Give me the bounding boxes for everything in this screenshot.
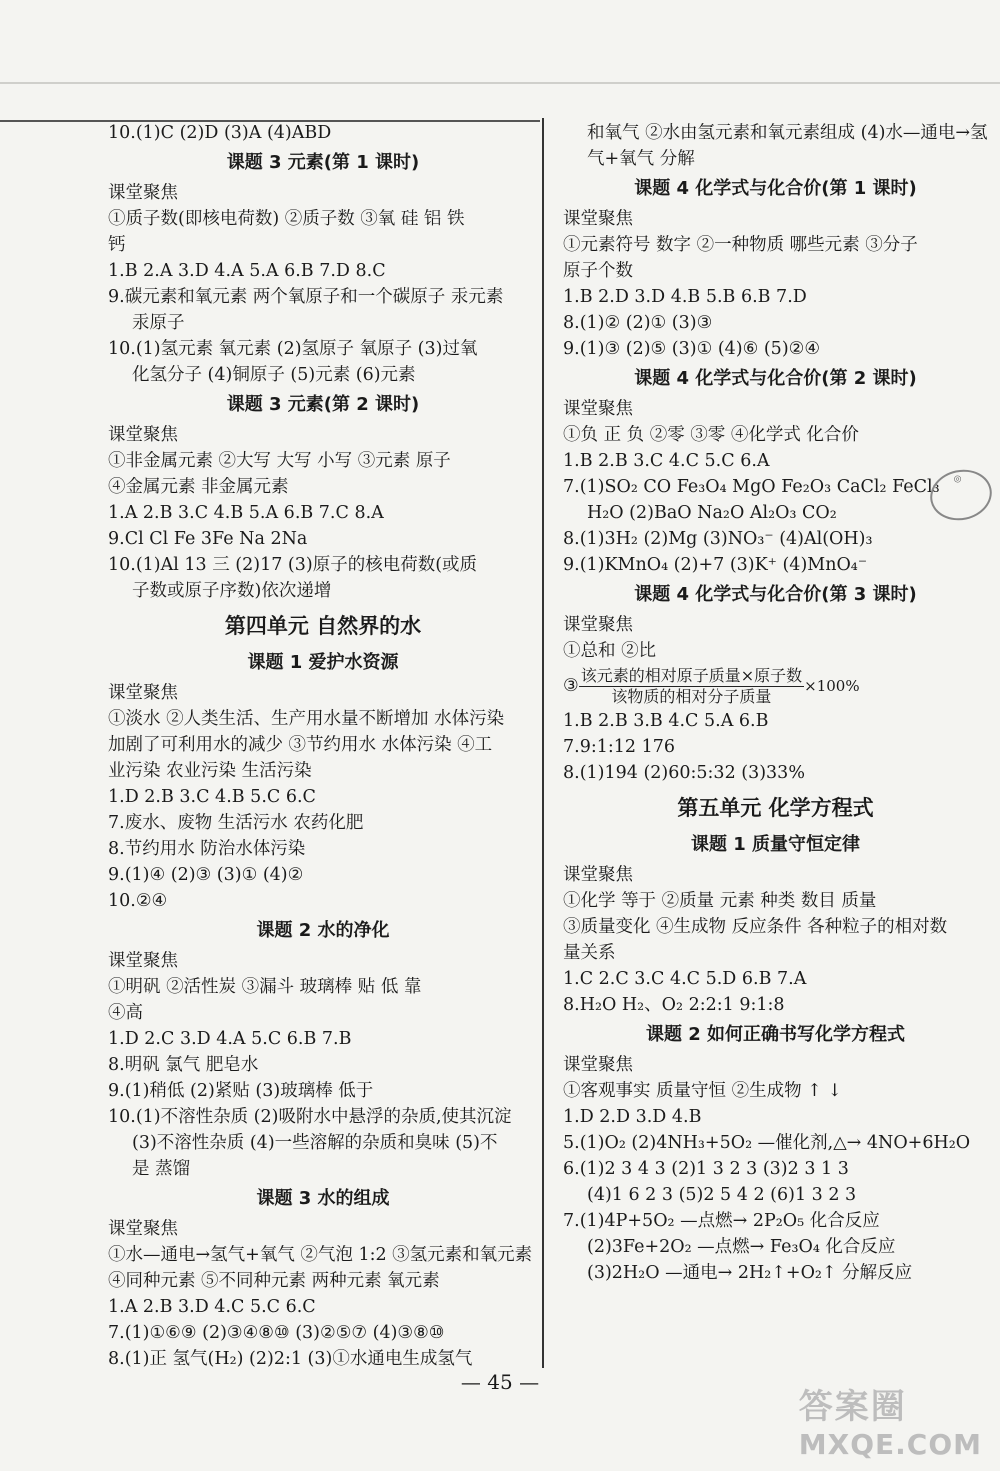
- watermark-url: MXQE.COM: [798, 1428, 982, 1461]
- lesson-heading: 课题 2 水的净化: [256, 920, 390, 941]
- answer-line: 6.(1)2 3 4 3 (2)1 3 2 3 (3)2 3 1 3: [563, 1159, 849, 1179]
- answer-line: (4)1 6 2 3 (5)2 5 4 2 (6)1 3 2 3: [587, 1185, 857, 1205]
- answer-line: (3)2H₂O —通电→ 2H₂↑+O₂↑ 分解反应: [587, 1263, 913, 1283]
- answer-line: 和氧气 ②水由氢元素和氧元素组成 (4)水—通电→氢: [587, 123, 988, 143]
- answer-line: 课堂聚焦: [563, 1055, 633, 1075]
- answer-line: 是 蒸馏: [132, 1159, 191, 1179]
- answer-line: 10.(1)C (2)D (3)A (4)ABD: [108, 123, 332, 143]
- answer-line: 5.(1)O₂ (2)4NH₃+5O₂ —催化剂,△→ 4NO+6H₂O: [563, 1133, 971, 1153]
- answer-line: 8.H₂O H₂、O₂ 2:2:1 9:1:8: [563, 995, 785, 1015]
- answer-line: 8.明矾 氯气 肥皂水: [108, 1055, 259, 1075]
- lesson-heading: 课题 3 元素(第 2 课时): [226, 394, 420, 415]
- page-number: — 45 —: [460, 1370, 540, 1394]
- fraction-denominator: 该物质的相对分子质量: [611, 687, 772, 706]
- answer-line: 9.Cl Cl Fe 3Fe Na 2Na: [108, 529, 308, 549]
- answer-line: 8.(1)正 氢气(H₂) (2)2:1 (3)①水通电生成氢气: [108, 1349, 473, 1369]
- answer-line: 7.(1)4P+5O₂ —点燃→ 2P₂O₅ 化合反应: [563, 1211, 880, 1231]
- answer-line: 原子个数: [563, 261, 633, 281]
- answer-line: (3)不溶性杂质 (4)一些溶解的杂质和臭味 (5)不: [132, 1133, 498, 1153]
- answer-line: 9.(1)③ (2)⑤ (3)① (4)⑥ (5)②④: [563, 339, 821, 359]
- answer-line: 1.C 2.C 3.C 4.C 5.D 6.B 7.A: [563, 969, 807, 989]
- answer-line: 化氢分子 (4)铜原子 (5)元素 (6)元素: [132, 365, 416, 385]
- answer-line: 课堂聚焦: [108, 183, 178, 203]
- right-column: [563, 120, 988, 1286]
- stamp-mark: ◎: [925, 464, 996, 526]
- answer-line: 课堂聚焦: [563, 865, 633, 885]
- answer-line: 7.(1)SO₂ CO Fe₃O₄ MgO Fe₂O₃ CaCl₂ FeCl₃: [563, 477, 940, 497]
- answer-line: 1.A 2.B 3.D 4.C 5.C 6.C: [108, 1297, 316, 1317]
- answer-line: ①质子数(即核电荷数) ②质子数 ③氧 硅 铝 铁: [108, 209, 465, 229]
- answer-line: 8.(1)② (2)① (3)③: [563, 313, 713, 333]
- answer-line: 8.(1)3H₂ (2)Mg (3)NO₃⁻ (4)Al(OH)₃: [563, 529, 873, 549]
- answer-line: 加剧了可利用水的减少 ③节约用水 水体污染 ④工: [108, 735, 493, 755]
- watermark-text: 答案圈: [798, 1387, 907, 1427]
- answer-line: 课堂聚焦: [563, 399, 633, 419]
- answer-line: 量关系: [563, 943, 616, 963]
- lesson-heading: 课题 1 爱护水资源: [247, 652, 399, 673]
- answer-line: 10.(1)不溶性杂质 (2)吸附水中悬浮的杂质,使其沉淀: [108, 1107, 512, 1127]
- answer-line: ①总和 ②比: [563, 641, 657, 661]
- answer-line: 课堂聚焦: [108, 683, 178, 703]
- answer-line: 气+氧气 分解: [587, 149, 695, 169]
- answer-line: 汞原子: [132, 313, 185, 333]
- answer-line: ①淡水 ②人类生活、生产用水量不断增加 水体污染: [108, 709, 505, 729]
- formula-suffix: ×100%: [804, 677, 860, 695]
- formula-line: [563, 664, 988, 708]
- answer-line: ①化学 等于 ②质量 元素 种类 数目 质量: [563, 891, 877, 911]
- answer-line: 课堂聚焦: [108, 425, 178, 445]
- watermark: [799, 1379, 982, 1461]
- answer-line: 1.D 2.D 3.D 4.B: [563, 1107, 702, 1127]
- answer-line: 10.(1)氢元素 氧元素 (2)氢原子 氧原子 (3)过氧: [108, 339, 478, 359]
- answer-line: 1.B 2.B 3.C 4.C 5.C 6.A: [563, 451, 770, 471]
- answer-line: 业污染 农业污染 生活污染: [108, 761, 312, 781]
- answer-line: ①非金属元素 ②大写 大写 小写 ③元素 原子: [108, 451, 451, 471]
- answer-line: 9.(1)稍低 (2)紧贴 (3)玻璃棒 低于: [108, 1081, 374, 1101]
- answer-line: 1.A 2.B 3.C 4.B 5.A 6.B 7.C 8.A: [108, 503, 384, 523]
- answer-line: ①客观事实 质量守恒 ②生成物 ↑ ↓: [563, 1081, 843, 1101]
- answer-line: ①明矾 ②活性炭 ③漏斗 玻璃棒 贴 低 靠: [108, 977, 422, 997]
- answer-line: 课堂聚焦: [563, 209, 633, 229]
- answer-line: 7.(1)①⑥⑨ (2)③④⑧⑩ (3)②⑤⑦ (4)③⑧⑩: [108, 1323, 445, 1343]
- answer-line: 1.B 2.D 3.D 4.B 5.B 6.B 7.D: [563, 287, 807, 307]
- fraction-numerator: 该元素的相对原子质量×原子数: [580, 666, 803, 685]
- lesson-heading: 课题 3 元素(第 1 课时): [226, 152, 420, 173]
- answer-line: 子数或原子序数)依次递增: [132, 581, 332, 601]
- answer-line: ③质量变化 ④生成物 反应条件 各种粒子的相对数: [563, 917, 948, 937]
- lesson-heading: 课题 4 化学式与化合价(第 2 课时): [634, 368, 917, 389]
- answer-line: 9.(1)④ (2)③ (3)① (4)②: [108, 865, 304, 885]
- unit-heading: 第五单元 化学方程式: [677, 796, 874, 820]
- answer-line: 10.(1)Al 13 三 (2)17 (3)原子的核电荷数(或质: [108, 555, 478, 575]
- answer-line: ④同种元素 ⑤不同种元素 两种元素 氧元素: [108, 1271, 440, 1291]
- answer-line: 1.B 2.B 3.B 4.C 5.A 6.B: [563, 711, 769, 731]
- unit-heading: 第四单元 自然界的水: [224, 614, 422, 638]
- lesson-heading: 课题 2 如何正确书写化学方程式: [645, 1024, 906, 1045]
- formula-prefix: ③: [563, 676, 579, 696]
- answer-line: ①元素符号 数字 ②一种物质 哪些元素 ③分子: [563, 235, 918, 255]
- top-rule: [0, 82, 1000, 84]
- answer-line: 10.②④: [108, 891, 168, 911]
- answer-line: 7.废水、废物 生活污水 农药化肥: [108, 813, 364, 833]
- lesson-heading: 课题 3 水的组成: [256, 1188, 390, 1209]
- answer-line: 课堂聚焦: [108, 951, 178, 971]
- answer-line: 9.(1)KMnO₄ (2)+7 (3)K⁺ (4)MnO₄⁻: [563, 555, 868, 575]
- lesson-heading: 课题 1 质量守恒定律: [690, 834, 861, 855]
- answer-line: 课堂聚焦: [108, 1219, 178, 1239]
- answer-line: 9.碳元素和氧元素 两个氧原子和一个碳原子 汞元素: [108, 287, 504, 307]
- answer-line: 课堂聚焦: [563, 615, 633, 635]
- answer-line: 1.D 2.B 3.C 4.B 5.C 6.C: [108, 787, 316, 807]
- fraction: [579, 666, 804, 707]
- answer-line: ④高: [108, 1003, 143, 1023]
- answer-line: 1.B 2.A 3.D 4.A 5.A 6.B 7.D 8.C: [108, 261, 386, 281]
- section-divider: [0, 120, 540, 122]
- answer-line: (2)3Fe+2O₂ —点燃→ Fe₃O₄ 化合反应: [587, 1237, 896, 1257]
- left-column: [108, 120, 538, 1372]
- answer-line: ①负 正 负 ②零 ③零 ④化学式 化合价: [563, 425, 859, 445]
- answer-line: 钙: [108, 235, 126, 255]
- lesson-heading: 课题 4 化学式与化合价(第 1 课时): [634, 178, 917, 199]
- answer-line: ①水—通电→氢气+氧气 ②气泡 1:2 ③氢元素和氧元素: [108, 1245, 533, 1265]
- answer-line: 8.节约用水 防治水体污染: [108, 839, 306, 859]
- lesson-heading: 课题 4 化学式与化合价(第 3 课时): [634, 584, 917, 605]
- column-divider: [542, 118, 544, 1368]
- answer-line: 1.D 2.C 3.D 4.A 5.C 6.B 7.B: [108, 1029, 352, 1049]
- answer-line: 7.9:1:12 176: [563, 737, 675, 757]
- answer-line: H₂O (2)BaO Na₂O Al₂O₃ CO₂: [587, 503, 837, 523]
- answer-line: ④金属元素 非金属元素: [108, 477, 289, 497]
- answer-line: 8.(1)194 (2)60:5:32 (3)33%: [563, 763, 805, 783]
